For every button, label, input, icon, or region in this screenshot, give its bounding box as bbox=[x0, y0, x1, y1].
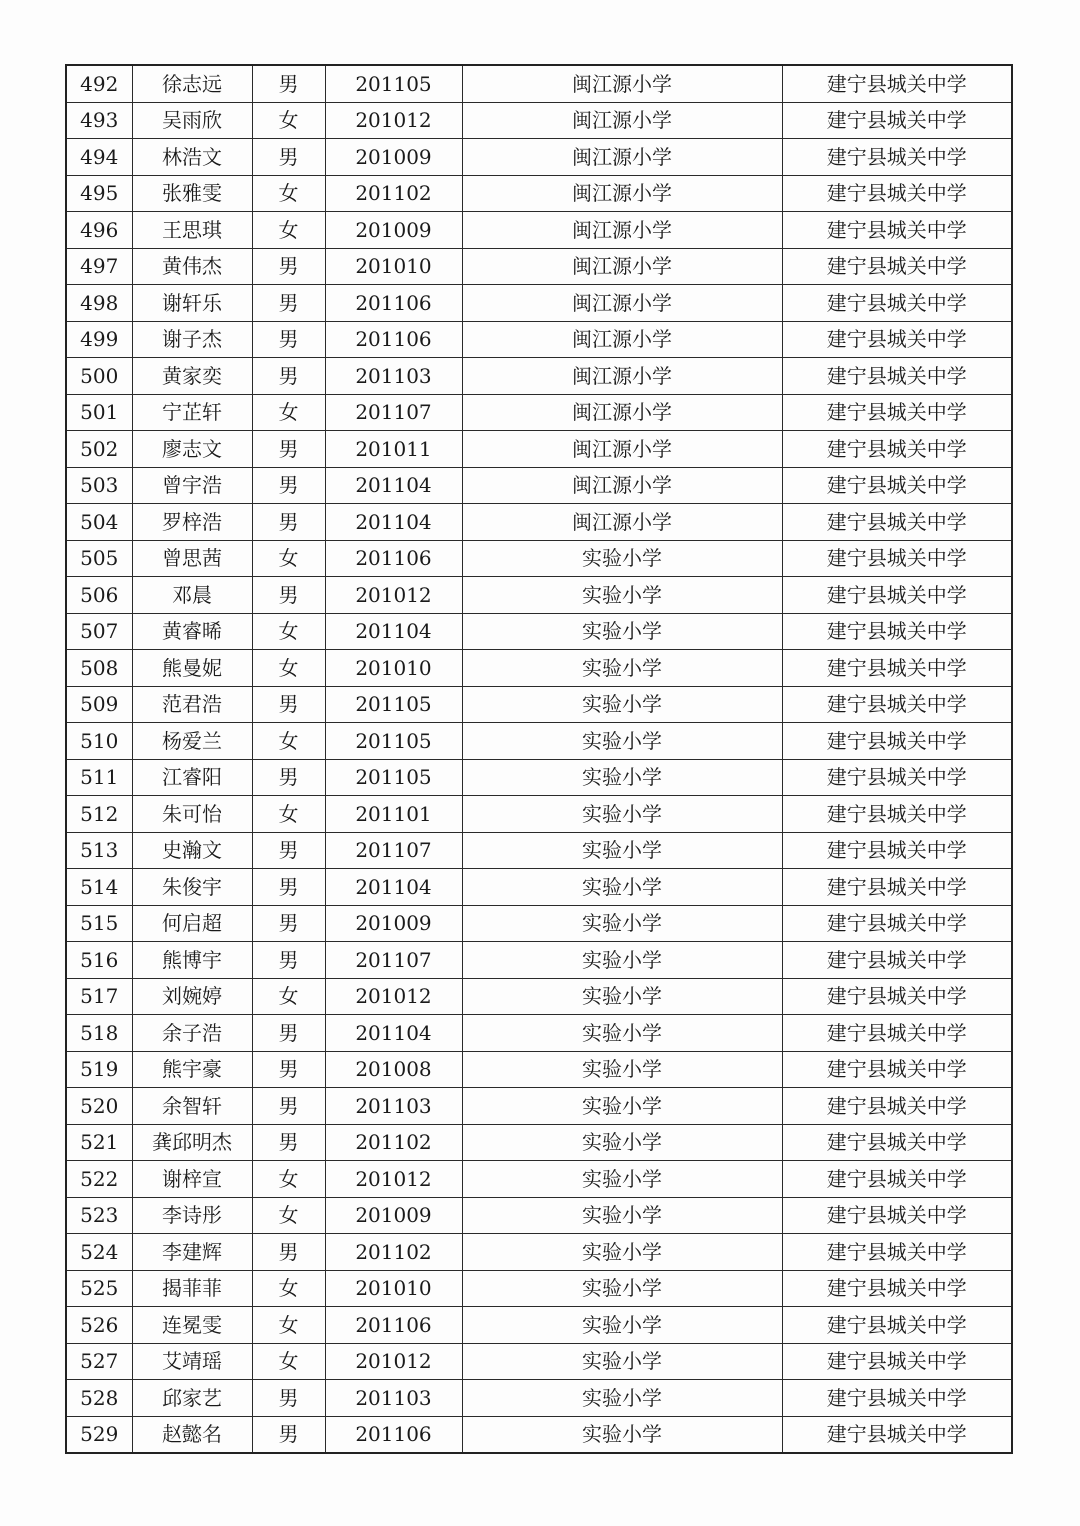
student-name-cell: 徐志远 bbox=[132, 65, 252, 102]
primary-school-cell: 实验小学 bbox=[462, 1088, 782, 1125]
row-number-cell: 505 bbox=[66, 540, 132, 577]
student-name-cell: 杨爱兰 bbox=[132, 723, 252, 760]
student-name-cell: 谢子杰 bbox=[132, 321, 252, 358]
student-sex-cell: 男 bbox=[252, 1234, 325, 1271]
birth-date-cell: 201107 bbox=[325, 832, 462, 869]
student-sex-cell: 男 bbox=[252, 321, 325, 358]
row-number-cell: 519 bbox=[66, 1051, 132, 1088]
primary-school-cell: 闽江源小学 bbox=[462, 102, 782, 139]
student-name-cell: 艾靖瑶 bbox=[132, 1343, 252, 1380]
middle-school-cell: 建宁县城关中学 bbox=[782, 1307, 1012, 1344]
primary-school-cell: 实验小学 bbox=[462, 796, 782, 833]
table-row bbox=[66, 1416, 1012, 1453]
student-name-cell: 龚邱明杰 bbox=[132, 1124, 252, 1161]
row-number-cell: 520 bbox=[66, 1088, 132, 1125]
middle-school-cell: 建宁县城关中学 bbox=[782, 504, 1012, 541]
student-sex-cell: 女 bbox=[252, 1343, 325, 1380]
table-row bbox=[66, 1124, 1012, 1161]
primary-school-cell: 实验小学 bbox=[462, 540, 782, 577]
table-row bbox=[66, 321, 1012, 358]
student-sex-cell: 女 bbox=[252, 540, 325, 577]
table-row bbox=[66, 212, 1012, 249]
student-sex-cell: 女 bbox=[252, 978, 325, 1015]
student-sex-cell: 女 bbox=[252, 1270, 325, 1307]
student-name-cell: 黄伟杰 bbox=[132, 248, 252, 285]
student-name-cell: 史瀚文 bbox=[132, 832, 252, 869]
table-row bbox=[66, 613, 1012, 650]
primary-school-cell: 实验小学 bbox=[462, 1343, 782, 1380]
primary-school-cell: 实验小学 bbox=[462, 613, 782, 650]
row-number-cell: 506 bbox=[66, 577, 132, 614]
middle-school-cell: 建宁县城关中学 bbox=[782, 686, 1012, 723]
student-sex-cell: 男 bbox=[252, 358, 325, 395]
primary-school-cell: 实验小学 bbox=[462, 577, 782, 614]
birth-date-cell: 201105 bbox=[325, 65, 462, 102]
student-sex-cell: 男 bbox=[252, 905, 325, 942]
birth-date-cell: 201104 bbox=[325, 869, 462, 906]
student-sex-cell: 男 bbox=[252, 1380, 325, 1417]
student-roster-table bbox=[65, 64, 1013, 1454]
primary-school-cell: 实验小学 bbox=[462, 1234, 782, 1271]
primary-school-cell: 实验小学 bbox=[462, 905, 782, 942]
table-row bbox=[66, 869, 1012, 906]
student-name-cell: 罗梓浩 bbox=[132, 504, 252, 541]
student-sex-cell: 男 bbox=[252, 65, 325, 102]
table-row bbox=[66, 1015, 1012, 1052]
row-number-cell: 503 bbox=[66, 467, 132, 504]
row-number-cell: 529 bbox=[66, 1416, 132, 1453]
birth-date-cell: 201009 bbox=[325, 1197, 462, 1234]
student-name-cell: 赵懿名 bbox=[132, 1416, 252, 1453]
row-number-cell: 502 bbox=[66, 431, 132, 468]
primary-school-cell: 实验小学 bbox=[462, 650, 782, 687]
student-sex-cell: 男 bbox=[252, 1124, 325, 1161]
row-number-cell: 500 bbox=[66, 358, 132, 395]
student-name-cell: 范君浩 bbox=[132, 686, 252, 723]
primary-school-cell: 实验小学 bbox=[462, 723, 782, 760]
primary-school-cell: 实验小学 bbox=[462, 759, 782, 796]
student-sex-cell: 男 bbox=[252, 1088, 325, 1125]
primary-school-cell: 实验小学 bbox=[462, 1270, 782, 1307]
student-sex-cell: 男 bbox=[252, 759, 325, 796]
birth-date-cell: 201106 bbox=[325, 1307, 462, 1344]
primary-school-cell: 闽江源小学 bbox=[462, 321, 782, 358]
primary-school-cell: 闽江源小学 bbox=[462, 248, 782, 285]
row-number-cell: 522 bbox=[66, 1161, 132, 1198]
birth-date-cell: 201010 bbox=[325, 248, 462, 285]
birth-date-cell: 201105 bbox=[325, 759, 462, 796]
primary-school-cell: 闽江源小学 bbox=[462, 175, 782, 212]
student-sex-cell: 女 bbox=[252, 102, 325, 139]
row-number-cell: 517 bbox=[66, 978, 132, 1015]
primary-school-cell: 实验小学 bbox=[462, 832, 782, 869]
middle-school-cell: 建宁县城关中学 bbox=[782, 540, 1012, 577]
row-number-cell: 523 bbox=[66, 1197, 132, 1234]
table-row bbox=[66, 467, 1012, 504]
primary-school-cell: 实验小学 bbox=[462, 1051, 782, 1088]
table-row bbox=[66, 1270, 1012, 1307]
primary-school-cell: 实验小学 bbox=[462, 1197, 782, 1234]
primary-school-cell: 闽江源小学 bbox=[462, 139, 782, 176]
primary-school-cell: 实验小学 bbox=[462, 686, 782, 723]
middle-school-cell: 建宁县城关中学 bbox=[782, 869, 1012, 906]
middle-school-cell: 建宁县城关中学 bbox=[782, 613, 1012, 650]
middle-school-cell: 建宁县城关中学 bbox=[782, 394, 1012, 431]
primary-school-cell: 实验小学 bbox=[462, 1416, 782, 1453]
table-row bbox=[66, 540, 1012, 577]
primary-school-cell: 实验小学 bbox=[462, 942, 782, 979]
middle-school-cell: 建宁县城关中学 bbox=[782, 212, 1012, 249]
birth-date-cell: 201104 bbox=[325, 467, 462, 504]
table-row bbox=[66, 1051, 1012, 1088]
table-row bbox=[66, 65, 1012, 102]
middle-school-cell: 建宁县城关中学 bbox=[782, 1197, 1012, 1234]
middle-school-cell: 建宁县城关中学 bbox=[782, 321, 1012, 358]
student-name-cell: 江睿阳 bbox=[132, 759, 252, 796]
middle-school-cell: 建宁县城关中学 bbox=[782, 577, 1012, 614]
primary-school-cell: 实验小学 bbox=[462, 1307, 782, 1344]
birth-date-cell: 201012 bbox=[325, 1343, 462, 1380]
middle-school-cell: 建宁县城关中学 bbox=[782, 1161, 1012, 1198]
birth-date-cell: 201103 bbox=[325, 358, 462, 395]
student-sex-cell: 女 bbox=[252, 1197, 325, 1234]
student-sex-cell: 女 bbox=[252, 175, 325, 212]
birth-date-cell: 201012 bbox=[325, 978, 462, 1015]
birth-date-cell: 201107 bbox=[325, 942, 462, 979]
student-name-cell: 谢梓宣 bbox=[132, 1161, 252, 1198]
student-sex-cell: 女 bbox=[252, 796, 325, 833]
student-name-cell: 王思琪 bbox=[132, 212, 252, 249]
birth-date-cell: 201102 bbox=[325, 1124, 462, 1161]
row-number-cell: 527 bbox=[66, 1343, 132, 1380]
student-sex-cell: 男 bbox=[252, 832, 325, 869]
student-name-cell: 熊宇豪 bbox=[132, 1051, 252, 1088]
birth-date-cell: 201104 bbox=[325, 613, 462, 650]
middle-school-cell: 建宁县城关中学 bbox=[782, 650, 1012, 687]
student-sex-cell: 男 bbox=[252, 686, 325, 723]
middle-school-cell: 建宁县城关中学 bbox=[782, 1380, 1012, 1417]
birth-date-cell: 201009 bbox=[325, 139, 462, 176]
birth-date-cell: 201101 bbox=[325, 796, 462, 833]
student-name-cell: 余子浩 bbox=[132, 1015, 252, 1052]
birth-date-cell: 201011 bbox=[325, 431, 462, 468]
primary-school-cell: 实验小学 bbox=[462, 1161, 782, 1198]
row-number-cell: 498 bbox=[66, 285, 132, 322]
birth-date-cell: 201009 bbox=[325, 905, 462, 942]
student-name-cell: 廖志文 bbox=[132, 431, 252, 468]
middle-school-cell: 建宁县城关中学 bbox=[782, 978, 1012, 1015]
table-row bbox=[66, 102, 1012, 139]
middle-school-cell: 建宁县城关中学 bbox=[782, 175, 1012, 212]
student-name-cell: 黄家奕 bbox=[132, 358, 252, 395]
student-name-cell: 张雅雯 bbox=[132, 175, 252, 212]
primary-school-cell: 实验小学 bbox=[462, 1380, 782, 1417]
middle-school-cell: 建宁县城关中学 bbox=[782, 1051, 1012, 1088]
roster-body bbox=[66, 65, 1012, 1453]
birth-date-cell: 201107 bbox=[325, 394, 462, 431]
table-row bbox=[66, 394, 1012, 431]
table-row bbox=[66, 504, 1012, 541]
student-sex-cell: 女 bbox=[252, 212, 325, 249]
student-name-cell: 吴雨欣 bbox=[132, 102, 252, 139]
primary-school-cell: 实验小学 bbox=[462, 978, 782, 1015]
student-name-cell: 刘婉婷 bbox=[132, 978, 252, 1015]
primary-school-cell: 实验小学 bbox=[462, 1124, 782, 1161]
row-number-cell: 526 bbox=[66, 1307, 132, 1344]
student-sex-cell: 女 bbox=[252, 394, 325, 431]
table-row bbox=[66, 431, 1012, 468]
row-number-cell: 524 bbox=[66, 1234, 132, 1271]
student-sex-cell: 女 bbox=[252, 1161, 325, 1198]
student-sex-cell: 女 bbox=[252, 723, 325, 760]
birth-date-cell: 201106 bbox=[325, 1416, 462, 1453]
middle-school-cell: 建宁县城关中学 bbox=[782, 102, 1012, 139]
middle-school-cell: 建宁县城关中学 bbox=[782, 1343, 1012, 1380]
table-row bbox=[66, 577, 1012, 614]
student-sex-cell: 男 bbox=[252, 248, 325, 285]
middle-school-cell: 建宁县城关中学 bbox=[782, 832, 1012, 869]
table-row bbox=[66, 139, 1012, 176]
student-name-cell: 李诗彤 bbox=[132, 1197, 252, 1234]
student-sex-cell: 女 bbox=[252, 650, 325, 687]
table-row bbox=[66, 759, 1012, 796]
birth-date-cell: 201106 bbox=[325, 540, 462, 577]
student-name-cell: 谢轩乐 bbox=[132, 285, 252, 322]
table-row bbox=[66, 905, 1012, 942]
student-name-cell: 黄睿晞 bbox=[132, 613, 252, 650]
row-number-cell: 528 bbox=[66, 1380, 132, 1417]
student-sex-cell: 男 bbox=[252, 1015, 325, 1052]
primary-school-cell: 实验小学 bbox=[462, 1015, 782, 1052]
student-sex-cell: 男 bbox=[252, 467, 325, 504]
row-number-cell: 510 bbox=[66, 723, 132, 760]
birth-date-cell: 201012 bbox=[325, 102, 462, 139]
birth-date-cell: 201102 bbox=[325, 1234, 462, 1271]
row-number-cell: 515 bbox=[66, 905, 132, 942]
student-name-cell: 宁芷轩 bbox=[132, 394, 252, 431]
student-name-cell: 朱俊宇 bbox=[132, 869, 252, 906]
primary-school-cell: 闽江源小学 bbox=[462, 212, 782, 249]
row-number-cell: 495 bbox=[66, 175, 132, 212]
birth-date-cell: 201010 bbox=[325, 650, 462, 687]
primary-school-cell: 闽江源小学 bbox=[462, 358, 782, 395]
table-row bbox=[66, 285, 1012, 322]
row-number-cell: 514 bbox=[66, 869, 132, 906]
table-row bbox=[66, 1234, 1012, 1271]
student-sex-cell: 男 bbox=[252, 869, 325, 906]
row-number-cell: 494 bbox=[66, 139, 132, 176]
birth-date-cell: 201105 bbox=[325, 723, 462, 760]
middle-school-cell: 建宁县城关中学 bbox=[782, 1015, 1012, 1052]
table-row bbox=[66, 978, 1012, 1015]
middle-school-cell: 建宁县城关中学 bbox=[782, 1124, 1012, 1161]
birth-date-cell: 201009 bbox=[325, 212, 462, 249]
student-sex-cell: 女 bbox=[252, 613, 325, 650]
student-name-cell: 揭菲菲 bbox=[132, 1270, 252, 1307]
table-row bbox=[66, 832, 1012, 869]
table-row bbox=[66, 1088, 1012, 1125]
student-name-cell: 邱家艺 bbox=[132, 1380, 252, 1417]
table-row bbox=[66, 942, 1012, 979]
row-number-cell: 511 bbox=[66, 759, 132, 796]
row-number-cell: 512 bbox=[66, 796, 132, 833]
row-number-cell: 493 bbox=[66, 102, 132, 139]
middle-school-cell: 建宁县城关中学 bbox=[782, 431, 1012, 468]
student-name-cell: 曾宇浩 bbox=[132, 467, 252, 504]
middle-school-cell: 建宁县城关中学 bbox=[782, 942, 1012, 979]
student-sex-cell: 女 bbox=[252, 1307, 325, 1344]
middle-school-cell: 建宁县城关中学 bbox=[782, 358, 1012, 395]
primary-school-cell: 闽江源小学 bbox=[462, 285, 782, 322]
middle-school-cell: 建宁县城关中学 bbox=[782, 467, 1012, 504]
student-sex-cell: 男 bbox=[252, 139, 325, 176]
student-name-cell: 林浩文 bbox=[132, 139, 252, 176]
table-row bbox=[66, 1161, 1012, 1198]
table-row bbox=[66, 175, 1012, 212]
row-number-cell: 501 bbox=[66, 394, 132, 431]
student-sex-cell: 男 bbox=[252, 1051, 325, 1088]
table-row bbox=[66, 358, 1012, 395]
primary-school-cell: 闽江源小学 bbox=[462, 504, 782, 541]
student-name-cell: 何启超 bbox=[132, 905, 252, 942]
row-number-cell: 521 bbox=[66, 1124, 132, 1161]
middle-school-cell: 建宁县城关中学 bbox=[782, 1416, 1012, 1453]
row-number-cell: 504 bbox=[66, 504, 132, 541]
primary-school-cell: 闽江源小学 bbox=[462, 65, 782, 102]
middle-school-cell: 建宁县城关中学 bbox=[782, 723, 1012, 760]
middle-school-cell: 建宁县城关中学 bbox=[782, 1270, 1012, 1307]
row-number-cell: 508 bbox=[66, 650, 132, 687]
birth-date-cell: 201010 bbox=[325, 1270, 462, 1307]
middle-school-cell: 建宁县城关中学 bbox=[782, 1234, 1012, 1271]
row-number-cell: 525 bbox=[66, 1270, 132, 1307]
table-row bbox=[66, 1197, 1012, 1234]
student-name-cell: 邓晨 bbox=[132, 577, 252, 614]
middle-school-cell: 建宁县城关中学 bbox=[782, 248, 1012, 285]
primary-school-cell: 闽江源小学 bbox=[462, 467, 782, 504]
student-sex-cell: 男 bbox=[252, 285, 325, 322]
student-name-cell: 曾思茜 bbox=[132, 540, 252, 577]
student-sex-cell: 男 bbox=[252, 577, 325, 614]
table-row bbox=[66, 723, 1012, 760]
middle-school-cell: 建宁县城关中学 bbox=[782, 905, 1012, 942]
student-name-cell: 熊曼妮 bbox=[132, 650, 252, 687]
birth-date-cell: 201103 bbox=[325, 1088, 462, 1125]
table-row bbox=[66, 248, 1012, 285]
table-row bbox=[66, 650, 1012, 687]
table-row bbox=[66, 796, 1012, 833]
birth-date-cell: 201106 bbox=[325, 321, 462, 358]
middle-school-cell: 建宁县城关中学 bbox=[782, 285, 1012, 322]
student-name-cell: 李建辉 bbox=[132, 1234, 252, 1271]
birth-date-cell: 201106 bbox=[325, 285, 462, 322]
student-name-cell: 连冕雯 bbox=[132, 1307, 252, 1344]
row-number-cell: 518 bbox=[66, 1015, 132, 1052]
row-number-cell: 492 bbox=[66, 65, 132, 102]
row-number-cell: 509 bbox=[66, 686, 132, 723]
birth-date-cell: 201012 bbox=[325, 577, 462, 614]
row-number-cell: 516 bbox=[66, 942, 132, 979]
row-number-cell: 507 bbox=[66, 613, 132, 650]
table-row bbox=[66, 1343, 1012, 1380]
row-number-cell: 496 bbox=[66, 212, 132, 249]
student-name-cell: 熊博宇 bbox=[132, 942, 252, 979]
birth-date-cell: 201102 bbox=[325, 175, 462, 212]
student-name-cell: 余智轩 bbox=[132, 1088, 252, 1125]
student-sex-cell: 男 bbox=[252, 504, 325, 541]
middle-school-cell: 建宁县城关中学 bbox=[782, 759, 1012, 796]
birth-date-cell: 201008 bbox=[325, 1051, 462, 1088]
student-sex-cell: 男 bbox=[252, 942, 325, 979]
birth-date-cell: 201105 bbox=[325, 686, 462, 723]
table-row bbox=[66, 686, 1012, 723]
row-number-cell: 499 bbox=[66, 321, 132, 358]
middle-school-cell: 建宁县城关中学 bbox=[782, 65, 1012, 102]
birth-date-cell: 201103 bbox=[325, 1380, 462, 1417]
middle-school-cell: 建宁县城关中学 bbox=[782, 796, 1012, 833]
middle-school-cell: 建宁县城关中学 bbox=[782, 1088, 1012, 1125]
middle-school-cell: 建宁县城关中学 bbox=[782, 139, 1012, 176]
birth-date-cell: 201104 bbox=[325, 1015, 462, 1052]
primary-school-cell: 闽江源小学 bbox=[462, 394, 782, 431]
student-name-cell: 朱可怡 bbox=[132, 796, 252, 833]
row-number-cell: 513 bbox=[66, 832, 132, 869]
table-row bbox=[66, 1380, 1012, 1417]
birth-date-cell: 201104 bbox=[325, 504, 462, 541]
primary-school-cell: 闽江源小学 bbox=[462, 431, 782, 468]
primary-school-cell: 实验小学 bbox=[462, 869, 782, 906]
birth-date-cell: 201012 bbox=[325, 1161, 462, 1198]
student-sex-cell: 男 bbox=[252, 431, 325, 468]
student-sex-cell: 男 bbox=[252, 1416, 325, 1453]
table-row bbox=[66, 1307, 1012, 1344]
row-number-cell: 497 bbox=[66, 248, 132, 285]
